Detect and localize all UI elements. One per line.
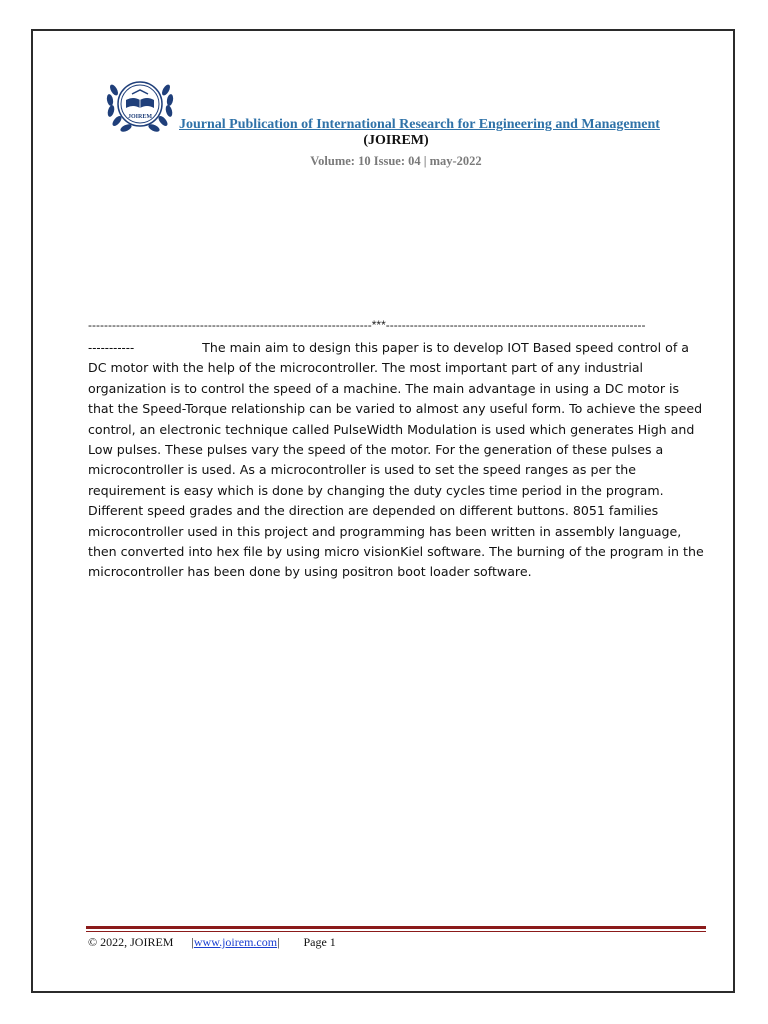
divider-right: ----------------------------------------------------------------- (385, 318, 646, 332)
footer-link-suffix: | (277, 935, 280, 949)
abstract-leading-dashes: ----------- (88, 341, 135, 355)
abstract-paragraph (88, 338, 704, 583)
footer-copyright: © 2022, JOIREM (88, 935, 174, 949)
page-footer (88, 935, 336, 950)
journal-logo-icon (104, 72, 176, 134)
svg-text:JOIREM: JOIREM (128, 114, 152, 120)
abstract-text: The main aim to design this paper is to develop IOT Based speed control of a DC motor with the help of the microcontroller. The most important part of any industrial organization is to control the speed of a machine. The main advantage in using a DC motor is that the Speed-Torque relationship can be varied to almost any useful form. To achieve the speed control, an electronic technique called PulseWidth Modulation is used which generates High and Low pulses. These pulses vary the speed of the motor. For the generation of these pulses a microcontroller is used. As a microcontroller is used to set the speed ranges as per the requirement is easy which is done by changing the duty cycles time period in the program. Different speed grades and the direction are depended on different buttons. 8051 families microcontroller used in this project and programming has been written in assembly language, then converted into hex file by using micro visionKiel software. The burning of the program in the microcontroller has been done by using positron boot loader software. (88, 340, 704, 580)
journal-abbreviation: (JOIREM) (363, 133, 429, 148)
footer-link-prefix: | (191, 935, 194, 949)
divider-marker: *** (371, 318, 386, 332)
divider-left: ----------------------------------------------------------------------- (88, 318, 372, 332)
footer-rule (86, 926, 706, 932)
journal-website-link[interactable]: www.joirem.com (193, 935, 278, 949)
footer-page-number: Page 1 (303, 935, 336, 949)
section-divider (88, 318, 708, 332)
journal-title-link[interactable]: Journal Publication of International Research for Engineering and Management (179, 117, 660, 132)
volume-issue-line: Volume: 10 Issue: 04 | may-2022 (310, 154, 482, 168)
